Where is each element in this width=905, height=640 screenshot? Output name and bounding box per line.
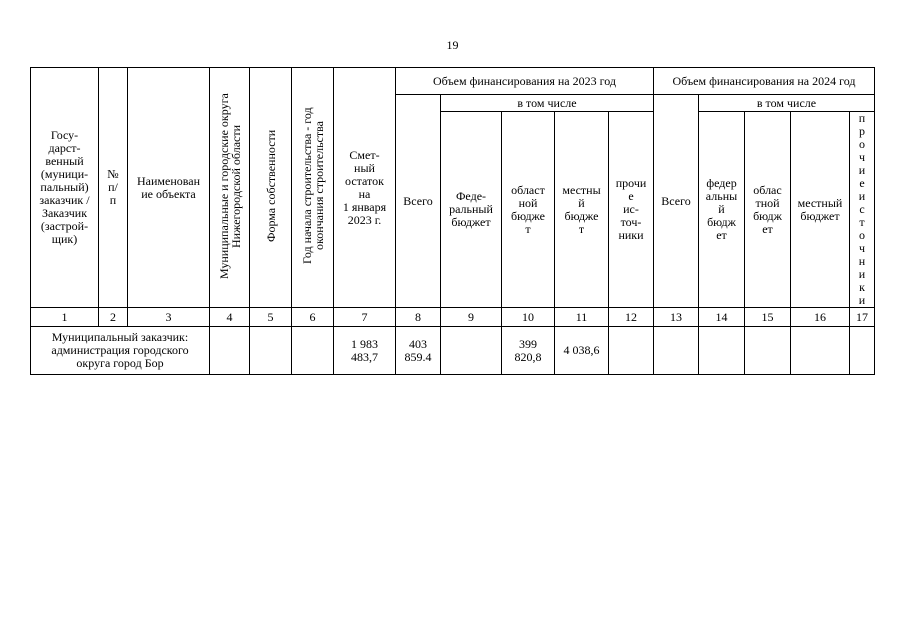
header-other-2024 xyxy=(850,112,875,308)
column-number: 9 xyxy=(441,308,502,327)
header-other-2023: прочи е ис- точ- ники xyxy=(609,112,654,308)
row-federal-2024 xyxy=(699,327,745,375)
header-financing-2024: Объем финансирования на 2024 год xyxy=(654,68,875,95)
row-other-2023 xyxy=(609,327,654,375)
header-financing-2023: Объем финансирования на 2023 год xyxy=(396,68,654,95)
row-other-2024 xyxy=(850,327,875,375)
column-number: 6 xyxy=(292,308,334,327)
row-local-2023: 4 038,6 xyxy=(555,327,609,375)
column-number: 10 xyxy=(502,308,555,327)
column-number: 14 xyxy=(699,308,745,327)
column-number: 15 xyxy=(745,308,791,327)
column-number: 8 xyxy=(396,308,441,327)
header-including-2023: в том числе xyxy=(441,95,654,112)
header-regional-2023: област ной бюдже т xyxy=(502,112,555,308)
column-number: 4 xyxy=(210,308,250,327)
header-total-2024: Всего xyxy=(654,95,699,308)
row-remainder: 1 983 483,7 xyxy=(334,327,396,375)
header-remainder: Смет- ный остаток на 1 января 2023 г. xyxy=(334,68,396,308)
row-local-2024 xyxy=(791,327,850,375)
header-local-2023: местны й бюдже т xyxy=(555,112,609,308)
column-number: 11 xyxy=(555,308,609,327)
header-local-2024: местный бюджет xyxy=(791,112,850,308)
row-regional-2023: 399 820,8 xyxy=(502,327,555,375)
row-total-2024 xyxy=(654,327,699,375)
header-federal-2024: федер альны й бюдж ет xyxy=(699,112,745,308)
header-object-name: Наименован ие объекта xyxy=(128,68,210,308)
header-municipality xyxy=(210,68,250,308)
row-ownership xyxy=(250,327,292,375)
header-customer: Госу- дарст- венный (муници- пальный) заказчик / Заказчик (застрой- щик) xyxy=(31,68,99,308)
row-customer: Муниципальный заказчик: администрация городского округа город Бор xyxy=(31,327,210,375)
column-number: 3 xyxy=(128,308,210,327)
page-number: 19 xyxy=(446,38,459,52)
header-federal-2023: Феде- ральный бюджет xyxy=(441,112,502,308)
header-years xyxy=(292,68,334,308)
column-number: 7 xyxy=(334,308,396,327)
row-municipality xyxy=(210,327,250,375)
header-municipality-text: Муниципальные и городские округа Нижегородской области xyxy=(216,93,243,279)
row-regional-2024 xyxy=(745,327,791,375)
row-total-2023: 403 859.4 xyxy=(396,327,441,375)
header-row-number: № п/ п xyxy=(99,68,128,308)
header-ownership-text: Форма собственности xyxy=(263,129,278,243)
column-number: 2 xyxy=(99,308,128,327)
column-number: 13 xyxy=(654,308,699,327)
row-federal-2023 xyxy=(441,327,502,375)
header-ownership xyxy=(250,68,292,308)
financing-table xyxy=(30,67,875,375)
row-years xyxy=(292,327,334,375)
header-regional-2024: облас тной бюдж ет xyxy=(745,112,791,308)
column-number: 16 xyxy=(791,308,850,327)
column-number: 12 xyxy=(609,308,654,327)
header-years-text: Год начала строительства - год окончания строительства xyxy=(299,107,326,265)
column-number: 17 xyxy=(850,308,875,327)
header-other-2024-text: прочиеисточники xyxy=(858,111,866,307)
header-including-2024: в том числе xyxy=(699,95,875,112)
table-row xyxy=(31,327,875,375)
header-total-2023: Всего xyxy=(396,95,441,308)
column-number: 1 xyxy=(31,308,99,327)
column-number: 5 xyxy=(250,308,292,327)
